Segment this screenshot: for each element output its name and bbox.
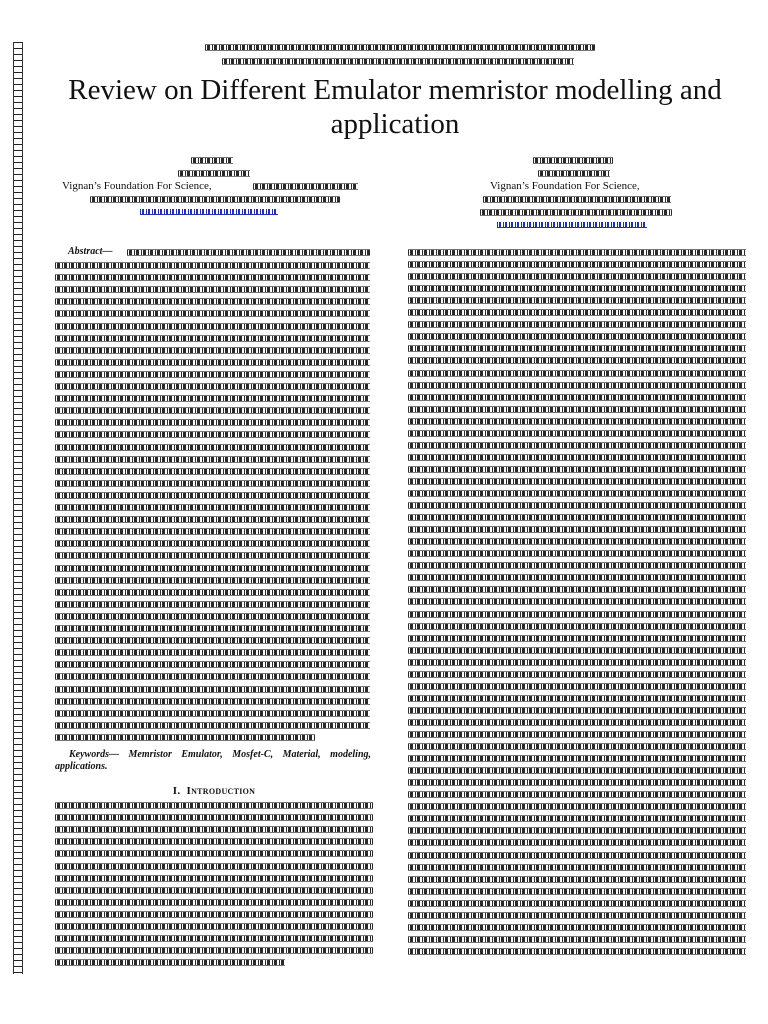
text-line xyxy=(55,347,370,354)
conference-header-line-1 xyxy=(205,44,595,51)
text-line xyxy=(408,852,746,859)
text-line xyxy=(408,623,746,630)
text-line xyxy=(55,710,370,717)
section-title: Introduction xyxy=(186,785,256,797)
text-line xyxy=(408,345,746,352)
author-affiliation: Vignan’s Foundation For Science, xyxy=(490,180,640,192)
text-line xyxy=(55,722,370,729)
text-line xyxy=(408,490,746,497)
abstract-label: Abstract— xyxy=(68,246,113,257)
text-line xyxy=(408,430,746,437)
text-line xyxy=(408,333,746,340)
text-line xyxy=(408,526,746,533)
text-line xyxy=(55,419,370,426)
text-line xyxy=(408,309,746,316)
author-affiliation-rest xyxy=(483,196,671,203)
text-line xyxy=(55,395,370,402)
text-line xyxy=(55,371,370,378)
text-line xyxy=(408,406,746,413)
text-line xyxy=(55,613,370,620)
text-line xyxy=(408,598,746,605)
text-line xyxy=(408,803,746,810)
text-line xyxy=(55,540,370,547)
text-line xyxy=(55,911,373,918)
abstract-label-row xyxy=(68,246,112,258)
text-line xyxy=(408,370,746,377)
text-line xyxy=(408,418,746,425)
text-line xyxy=(408,936,746,943)
text-line xyxy=(55,601,370,608)
author-email-link[interactable] xyxy=(497,222,647,228)
text-line xyxy=(55,407,370,414)
author-affiliation-rest xyxy=(253,183,358,190)
text-line xyxy=(408,719,746,726)
text-line xyxy=(55,959,285,966)
text-line xyxy=(408,779,746,786)
author-affiliation: Vignan’s Foundation For Science, xyxy=(62,180,212,192)
author-name xyxy=(191,157,233,164)
text-line xyxy=(408,611,746,618)
text-line xyxy=(55,814,373,821)
keywords-text: Memristor Emulator, Mosfet-C, Material, modeling, applications. xyxy=(55,749,372,772)
author-department xyxy=(178,170,250,177)
text-line xyxy=(55,661,370,668)
text-line xyxy=(55,637,370,644)
text-line xyxy=(408,394,746,401)
text-line xyxy=(408,586,746,593)
text-line xyxy=(408,864,746,871)
text-line xyxy=(55,649,370,656)
text-line xyxy=(55,286,370,293)
text-line xyxy=(55,589,370,596)
text-line xyxy=(55,310,370,317)
text-line xyxy=(55,698,370,705)
text-line xyxy=(408,574,746,581)
text-line xyxy=(408,261,746,268)
text-line xyxy=(55,577,370,584)
text-line xyxy=(55,335,370,342)
text-line xyxy=(408,466,746,473)
text-line xyxy=(55,383,370,390)
text-line xyxy=(55,468,370,475)
text-line xyxy=(55,492,370,499)
text-line xyxy=(55,863,373,870)
page-edge-marks xyxy=(13,42,23,974)
text-line xyxy=(55,456,370,463)
text-line xyxy=(408,888,746,895)
text-line xyxy=(55,887,373,894)
text-line xyxy=(408,550,746,557)
text-line xyxy=(408,791,746,798)
text-line xyxy=(55,444,370,451)
text-line xyxy=(55,480,370,487)
text-line xyxy=(408,695,746,702)
text-line xyxy=(408,948,746,955)
section-number: I. xyxy=(172,785,181,797)
text-line xyxy=(408,683,746,690)
text-line xyxy=(55,850,373,857)
text-line xyxy=(408,671,746,678)
text-line xyxy=(55,262,370,269)
text-line xyxy=(55,359,370,366)
text-line xyxy=(408,659,746,666)
text-line xyxy=(55,431,370,438)
keywords xyxy=(55,749,371,773)
text-line xyxy=(408,297,746,304)
text-line xyxy=(408,876,746,883)
abstract-first-line xyxy=(127,249,370,256)
text-line xyxy=(55,802,373,809)
text-line xyxy=(408,285,746,292)
text-line xyxy=(408,442,746,449)
text-line xyxy=(408,767,746,774)
text-line xyxy=(408,273,746,280)
text-line xyxy=(408,707,746,714)
text-line xyxy=(408,912,746,919)
keywords-label: Keywords— xyxy=(69,749,119,760)
text-line xyxy=(408,635,746,642)
author-name xyxy=(533,157,613,164)
text-line xyxy=(408,538,746,545)
text-line xyxy=(408,924,746,931)
text-line xyxy=(408,514,746,521)
text-line xyxy=(55,947,373,954)
text-line xyxy=(55,923,373,930)
text-line xyxy=(408,839,746,846)
text-line xyxy=(55,552,370,559)
text-line xyxy=(55,504,370,511)
text-line xyxy=(408,647,746,654)
text-line xyxy=(408,249,746,256)
text-line xyxy=(55,516,370,523)
author-address xyxy=(90,196,340,203)
text-line xyxy=(55,625,370,632)
text-line xyxy=(55,826,373,833)
text-line xyxy=(55,734,315,741)
text-line xyxy=(408,321,746,328)
text-line xyxy=(55,935,373,942)
text-line xyxy=(55,565,370,572)
text-line xyxy=(55,838,373,845)
text-line xyxy=(55,298,370,305)
text-line xyxy=(408,731,746,738)
text-line xyxy=(408,827,746,834)
text-line xyxy=(55,673,370,680)
author-address xyxy=(480,209,672,216)
text-line xyxy=(408,382,746,389)
paper-title: Review on Different Emulator memristor modelling and application xyxy=(68,74,722,140)
conference-header-line-2 xyxy=(222,58,574,65)
author-email-link[interactable] xyxy=(140,209,278,215)
text-line xyxy=(55,323,370,330)
text-line xyxy=(55,274,370,281)
text-line xyxy=(408,502,746,509)
text-line xyxy=(55,899,373,906)
text-line xyxy=(408,900,746,907)
text-line xyxy=(408,357,746,364)
author-department xyxy=(538,170,610,177)
text-line xyxy=(55,686,370,693)
section-heading-introduction xyxy=(55,785,373,797)
text-line xyxy=(408,815,746,822)
text-line xyxy=(408,743,746,750)
text-line xyxy=(55,875,373,882)
text-line xyxy=(55,528,370,535)
text-line xyxy=(408,755,746,762)
text-line xyxy=(408,454,746,461)
text-line xyxy=(408,562,746,569)
text-line xyxy=(408,478,746,485)
